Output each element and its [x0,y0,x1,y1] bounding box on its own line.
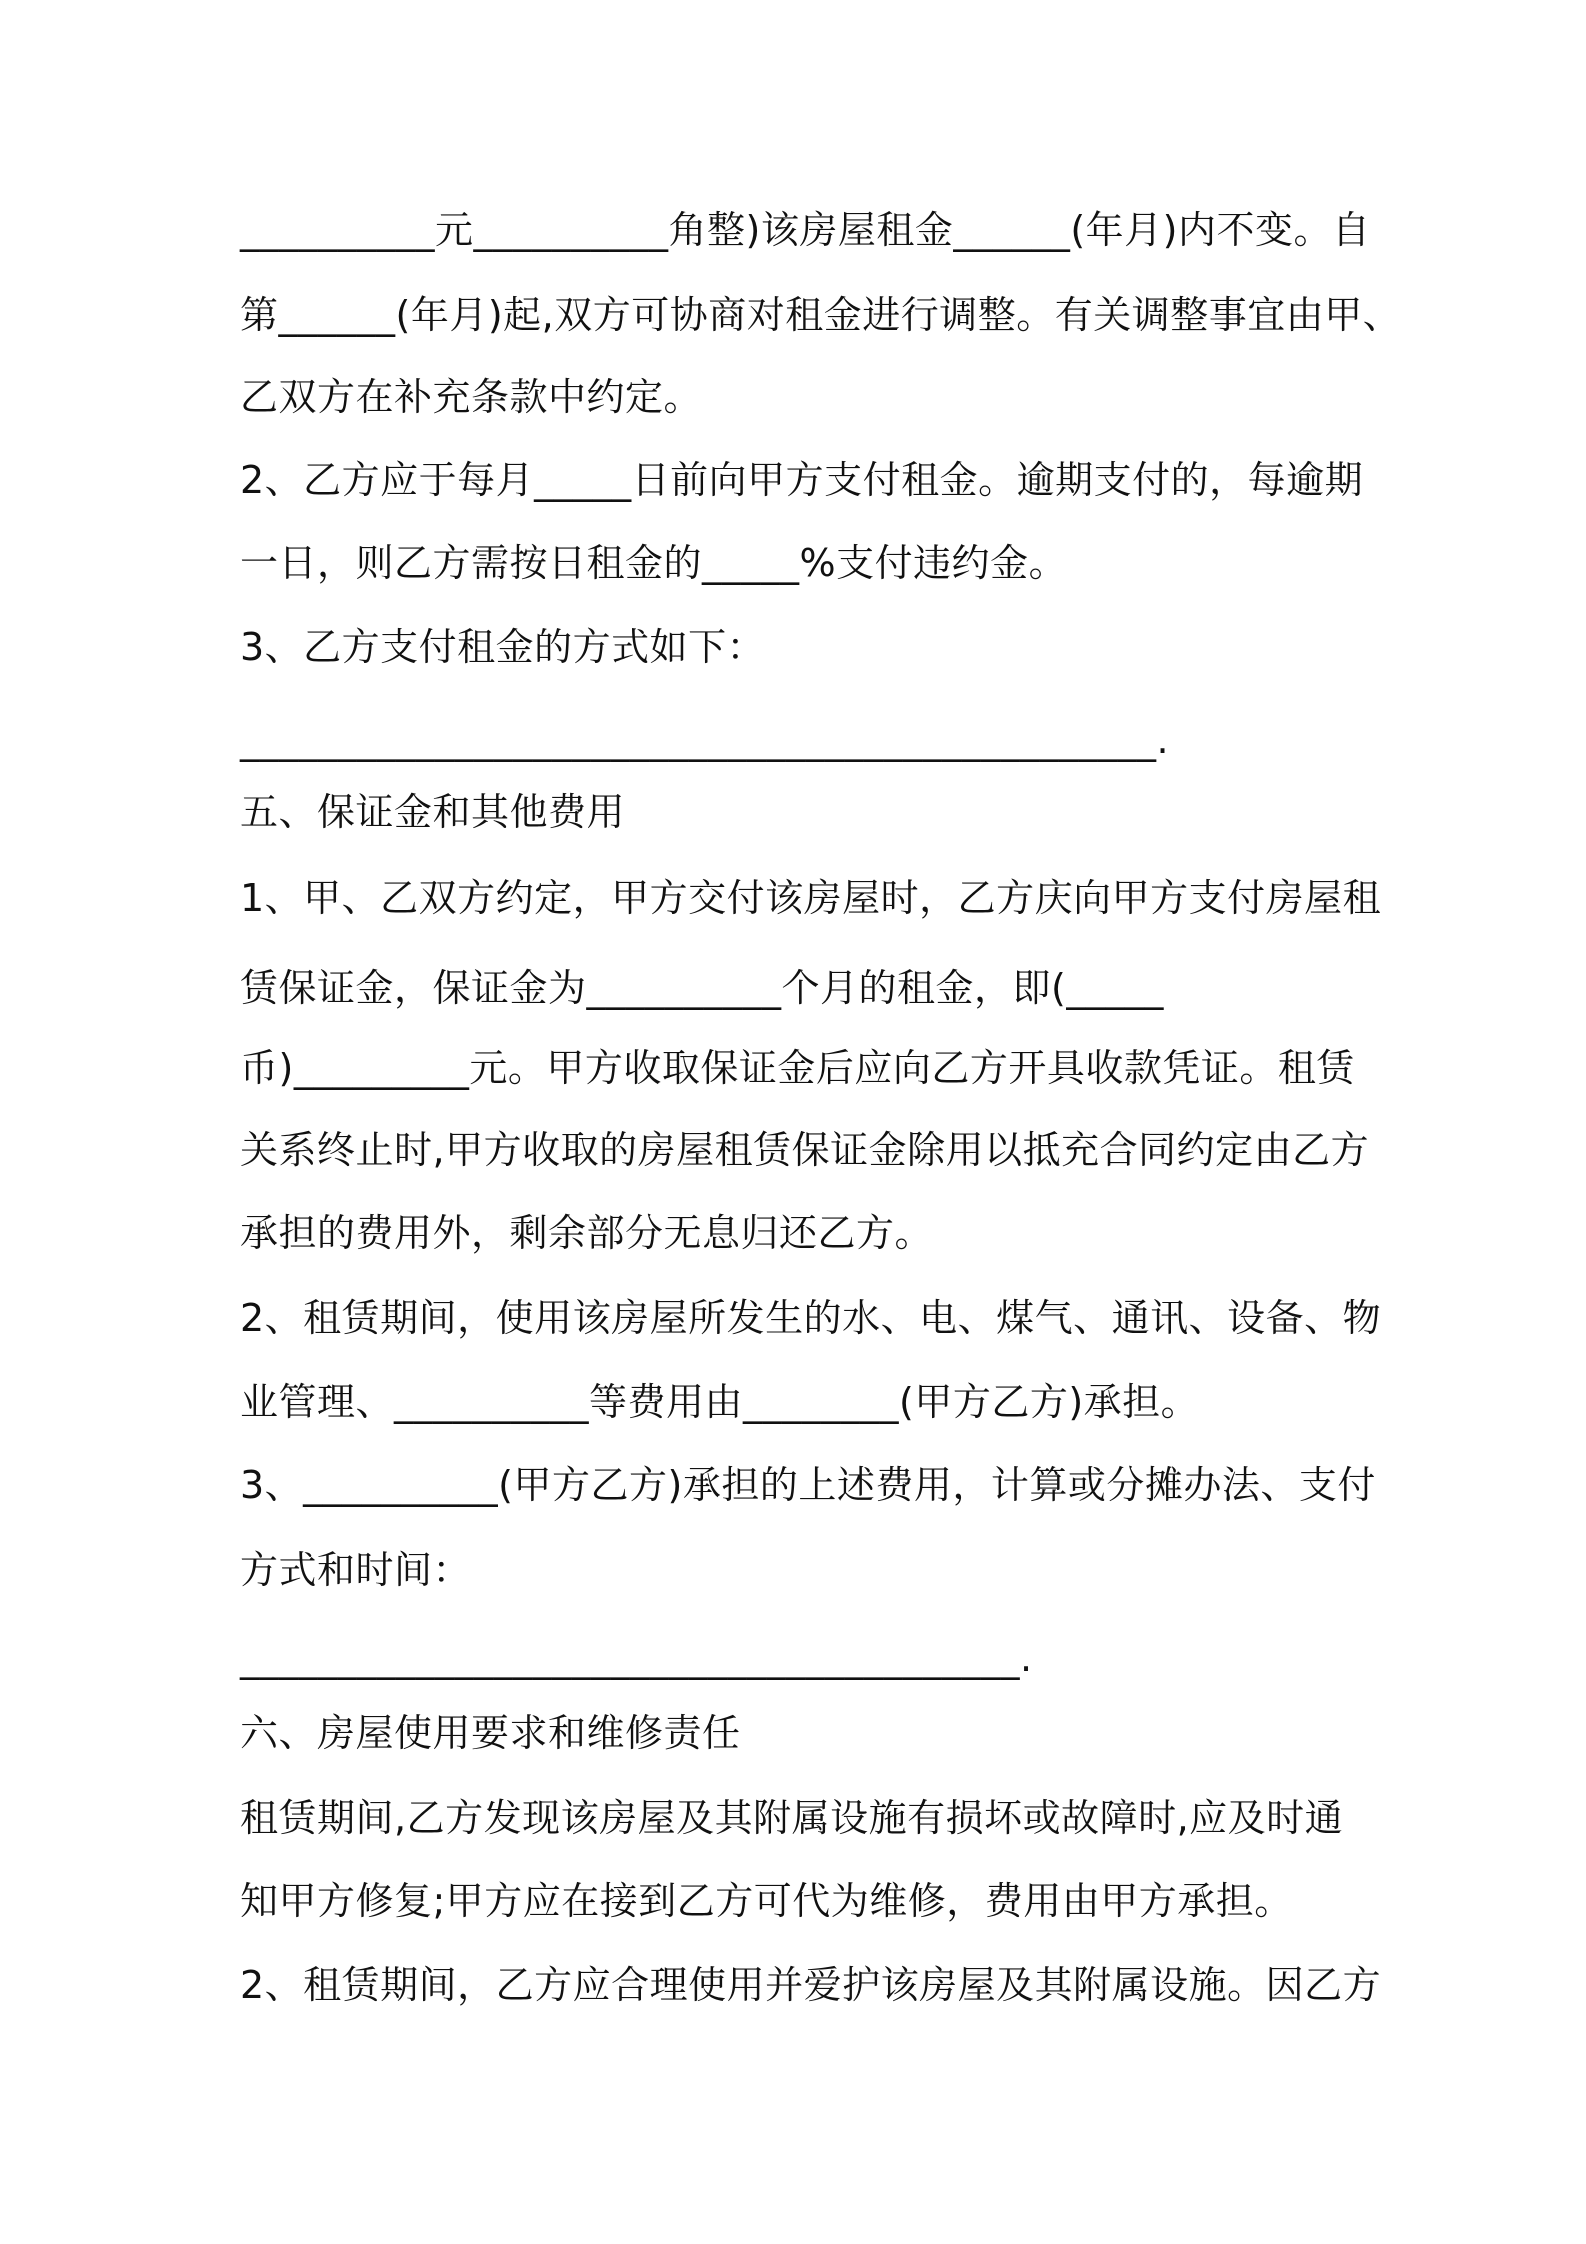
blank-fill-line: ________________________________________. [240,1636,1033,1680]
text-line: 币)_________元。甲方收取保证金后应向乙方开具收款凭证。租赁 [240,1046,1355,1090]
text-line: 2、租赁期间，使用该房屋所发生的水、电、煤气、通讯、设备、物 [240,1296,1382,1340]
text-line: 3、__________(甲方乙方)承担的上述费用，计算或分摊办法、支付 [240,1463,1376,1507]
blank-fill-line: _______________________________________________. [240,718,1170,762]
text-line: __________元__________角整)该房屋租金______(年月)内不变。自 [240,208,1371,252]
text-line: 赁保证金，保证金为__________个月的租金，即(_____ [240,966,1164,1010]
text-line: 关系终止时,甲方收取的房屋租赁保证金除用以抵充合同约定由乙方 [240,1128,1370,1172]
text-line: 乙双方在补充条款中约定。 [240,375,703,419]
text-line: 2、租赁期间，乙方应合理使用并爱护该房屋及其附属设施。因乙方 [240,1963,1382,2007]
text-line: 3、乙方支付租金的方式如下： [240,625,766,669]
text-line: 知甲方修复;甲方应在接到乙方可代为维修，费用由甲方承担。 [240,1879,1293,1923]
text-line: 2、乙方应于每月_____日前向甲方支付租金。逾期支付的，每逾期 [240,458,1364,502]
text-line: 承担的费用外，剩余部分无息归还乙方。 [240,1211,934,1255]
text-line: 一日，则乙方需按日租金的_____%支付违约金。 [240,541,1068,585]
text-line: 1、甲、乙双方约定，甲方交付该房屋时，乙方庆向甲方支付房屋租 [240,876,1382,920]
text-line: 方式和时间： [240,1548,472,1592]
text-line: 第______(年月)起,双方可协商对租金进行调整。有关调整事宜由甲、 [240,293,1402,337]
section-heading: 六、房屋使用要求和维修责任 [240,1711,741,1755]
text-line: 租赁期间,乙方发现该房屋及其附属设施有损坏或故障时,应及时通 [240,1796,1344,1840]
section-heading: 五、保证金和其他费用 [240,790,626,834]
text-line: 业管理、__________等费用由________(甲方乙方)承担。 [240,1380,1200,1424]
